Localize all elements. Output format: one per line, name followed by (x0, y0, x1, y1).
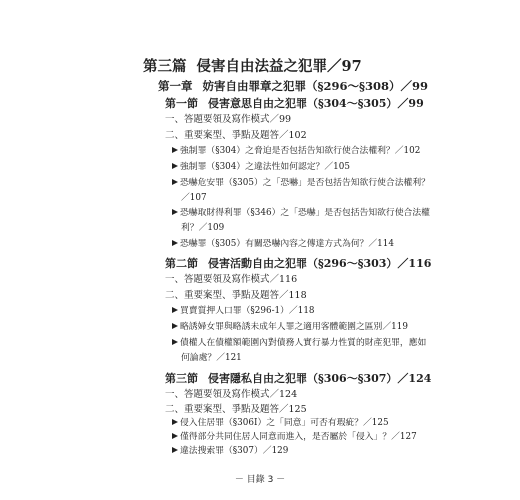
section-title: 侵害隱私自由之犯罪（§306～§307）／124 (208, 372, 432, 385)
bullet-text: 債權人在債權額範圍內對債務人實行暴力性質的財產犯罪，應如 (180, 338, 427, 348)
triangle-bullet-icon (172, 163, 178, 169)
toc-bullet-item (172, 432, 417, 443)
part-heading (143, 58, 362, 75)
toc-bullet-item (172, 306, 315, 317)
triangle-bullet-icon (172, 433, 178, 439)
toc-bullet-item (172, 418, 389, 429)
bullet-text: 買賣質押人口罪（§296-1）／118 (180, 306, 315, 316)
triangle-bullet-icon (172, 419, 178, 425)
bullet-text: 違法搜索罪（§307）／129 (180, 446, 289, 456)
section-heading (165, 97, 424, 110)
bullet-continuation: ／107 (181, 193, 207, 203)
section-heading (165, 372, 431, 385)
triangle-bullet-icon (172, 209, 178, 215)
part-title: 侵害自由法益之犯罪／97 (196, 58, 362, 75)
chapter-heading (158, 80, 428, 94)
chapter-title: 妨害自由罪章之犯罪（§296～§308）／99 (202, 79, 429, 93)
triangle-bullet-icon (172, 447, 178, 453)
toc-item: 一、答題要領及寫作模式／116 (165, 274, 298, 285)
bullet-text: 恐嚇罪（§305）有關恐嚇內容之傳達方式為何？／114 (180, 239, 394, 249)
bullet-text: 強制罪（§304）之違法性如何認定？／105 (180, 162, 350, 172)
toc-item: 二、重要案型、爭點及題答／125 (165, 404, 307, 415)
section-label: 第一節 (165, 97, 198, 110)
toc-bullet-item (172, 322, 408, 333)
section-heading (165, 257, 431, 270)
bullet-text: 侵入住居罪（§306Ⅰ）之「同意」可否有瑕疵？／125 (180, 418, 389, 428)
bullet-text: 恐嚇取財得利罪（§346）之「恐嚇」是否包括告知欲行使合法權 (180, 208, 430, 218)
toc-bullet-item (172, 239, 394, 250)
toc-item: 一、答題要領及寫作模式／124 (165, 389, 298, 400)
bullet-continuation: 何論處？／121 (181, 353, 242, 363)
bullet-text: 恐嚇危安罪（§305）之「恐嚇」是否包括告知欲行使合法權利？ (180, 178, 430, 188)
section-label: 第二節 (165, 257, 198, 270)
section-label: 第三節 (165, 372, 198, 385)
triangle-bullet-icon (172, 339, 178, 345)
toc-item: 二、重要案型、爭點及題答／102 (165, 130, 307, 141)
toc-item: 一、答題要領及寫作模式／99 (165, 114, 292, 125)
toc-bullet-item (172, 208, 430, 219)
bullet-text: 強制罪（§304）之脅迫是否包括告知欲行使合法權利？／102 (180, 146, 421, 156)
toc-bullet-item (172, 338, 426, 349)
bullet-text: 略誘婦女罪與略誘未成年人罪之適用客體範圍之區別／119 (180, 322, 408, 332)
page-footer: － 目錄 3 － (234, 475, 286, 485)
toc-bullet-item (172, 178, 430, 189)
triangle-bullet-icon (172, 179, 178, 185)
triangle-bullet-icon (172, 147, 178, 153)
toc-bullet-item (172, 146, 420, 157)
toc-item: 二、重要案型、爭點及題答／118 (165, 290, 307, 301)
part-label: 第三篇 (143, 58, 187, 75)
triangle-bullet-icon (172, 240, 178, 246)
chapter-label: 第一章 (158, 79, 193, 93)
bullet-text: 僅得部分共同住居人同意而進入，是否屬於「侵入」？／127 (180, 432, 417, 442)
section-title: 侵害意思自由之犯罪（§304～§305）／99 (208, 97, 424, 110)
toc-bullet-item (172, 162, 350, 173)
triangle-bullet-icon (172, 307, 178, 313)
section-title: 侵害活動自由之犯罪（§296～§303）／116 (208, 257, 432, 270)
toc-bullet-item (172, 446, 288, 457)
bullet-continuation: 利？／109 (181, 223, 225, 233)
triangle-bullet-icon (172, 323, 178, 329)
